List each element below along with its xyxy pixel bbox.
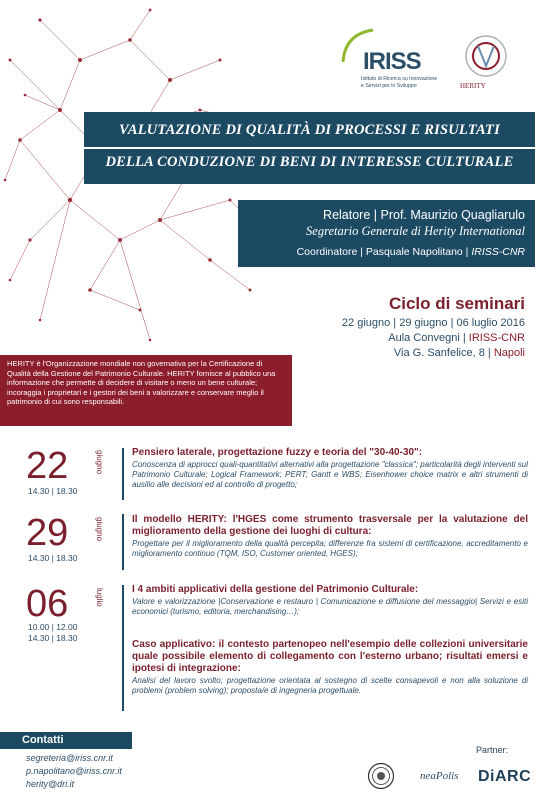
- venue-org: IRISS-CNR: [468, 332, 525, 344]
- email-napolitano[interactable]: p.napolitano@iriss.cnr.it: [26, 766, 122, 776]
- iriss-logo: [337, 26, 437, 96]
- title-divider: [84, 147, 535, 149]
- topic-29: [132, 514, 528, 559]
- session-time: 14.30 | 18.30: [28, 486, 78, 496]
- topic-06-caso: [132, 639, 528, 696]
- topic-title: Pensiero laterale, progettazione fuzzy e teoria del "30-40-30":: [132, 447, 423, 458]
- topic-title: Caso applicativo: il contesto partenopeo nell'esempio delle collezioni universitarie quale possibile elemento di collegamento con l'esterno urbano; risultati emersi e ipotesi di integrazione:: [132, 639, 528, 674]
- date-month-luglio: luglio: [95, 588, 104, 607]
- herity-info-box: HERITY è l'Organizzazione mondiale non governativa per la Certificazione di Qualità della Gestione del Patrimonio Culturale. HERITY fornisce al pubblico una informazione che permette di decidere di visitare o meno un bene culturale; incoraggia i proprietari e i gestori dei beni a valorizzare e conservare meglio il patrimonio di cui sono responsabili.: [0, 355, 292, 426]
- topic-description: Conoscenza di approcci quali-quantitativi alternativi alla progettazione "classica"; particolarità degli interventi sul Patrimonio Culturale; Logical Framework; PERT; Gantt e WBS; Eisenhower choice matrix e altri strumenti di ausilio alle decisioni ed al controllo di progetto;: [132, 460, 528, 489]
- coordinator: [297, 246, 525, 258]
- session-times-06: [28, 622, 77, 644]
- university-seal-icon: [367, 762, 395, 790]
- date-day-06: 06: [26, 583, 69, 625]
- topic-06-ambiti: [132, 584, 528, 617]
- seminar-address: [394, 347, 525, 359]
- topic-title: Il modello HERITY: l'HGES come strumento trasversale per la valutazione del miglioramento della gestione dei luoghi di cultura:: [132, 514, 528, 537]
- coordinator-name: Coordinatore | Pasquale Napolitano |: [296, 246, 472, 258]
- address-street: Via G. Sanfelice, 8 |: [393, 347, 494, 359]
- seminar-venue: [388, 332, 525, 344]
- speaker-role: Segretario Generale di Herity International: [306, 224, 525, 238]
- email-herity[interactable]: herity@dri.it: [26, 779, 75, 789]
- neapolis-logo: neaPolis: [420, 770, 459, 782]
- date-day-22: 22: [26, 445, 69, 487]
- speaker-band: [238, 200, 535, 267]
- topic-description: Analisi del lavoro svolto; progettazione orientata al sostegno di scelte consapevoli e non alla soluzione di problemi (problem solving); proposta/e di ingegneria progettuale.: [132, 676, 528, 695]
- date-month-giugno-2: giugno: [95, 517, 104, 542]
- diarc-logo: DiARC: [478, 768, 532, 785]
- partner-label: Partner:: [476, 745, 509, 755]
- herity-emblem-icon: [450, 32, 522, 82]
- venue-name: Aula Convegni |: [388, 332, 469, 344]
- speaker-name: Relatore | Prof. Maurizio Quagliarulo: [323, 208, 525, 222]
- email-segreteria[interactable]: segreteria@iriss.cnr.it: [26, 753, 113, 763]
- title-band: [84, 112, 535, 184]
- herity-logo: [450, 32, 522, 94]
- topic-22: [132, 447, 528, 490]
- session-time: 10.00 | 12.00: [28, 622, 78, 632]
- topic-title: I 4 ambiti applicativi della gestione del Patrimonio Culturale:: [132, 584, 419, 595]
- herity-logo-text: HERITY: [460, 82, 486, 90]
- iriss-logo-subtitle: Istituto di Ricerca su Innovazione e Servizi per lo Sviluppo: [361, 76, 438, 89]
- title-line-1: VALUTAZIONE DI QUALITÀ DI PROCESSI E RISULTATI: [119, 122, 500, 138]
- iriss-logo-text: IRISS: [363, 48, 421, 75]
- session-time: 14.30 | 18.30: [28, 553, 78, 563]
- session-times-29: [28, 553, 77, 564]
- topic-description: Progettare per il miglioramento della qualità percepita; differenze fra sistemi di certificazione, accreditamento e miglioramento continuo (TQM, ISO, Customer oriented, HGES);: [132, 539, 528, 558]
- date-month-giugno-1: giugno: [95, 450, 104, 475]
- seminar-dates: 22 giugno | 29 giugno | 06 luglio 2016: [341, 317, 525, 329]
- session-time: 14.30 | 18.30: [28, 633, 78, 643]
- seminar-heading: Ciclo di seminari: [388, 294, 525, 313]
- contacts-heading: Contatti: [0, 732, 132, 749]
- topic-description: Valore e valorizzazione |Conservazione e restauro | Comunicazione e diffusione del messaggio| Servizi e esiti economici (turismo, editoria, merchandising…);: [132, 597, 528, 616]
- divider-line: [122, 585, 124, 711]
- divider-line: [122, 448, 124, 500]
- title-line-2: DELLA CONDUZIONE DI BENI DI INTERESSE CULTURALE: [105, 154, 514, 170]
- address-city: Napoli: [493, 347, 525, 359]
- divider-line: [122, 514, 124, 570]
- session-times-22: [28, 486, 77, 497]
- coordinator-org: IRISS-CNR: [471, 246, 525, 258]
- date-day-29: 29: [26, 512, 69, 554]
